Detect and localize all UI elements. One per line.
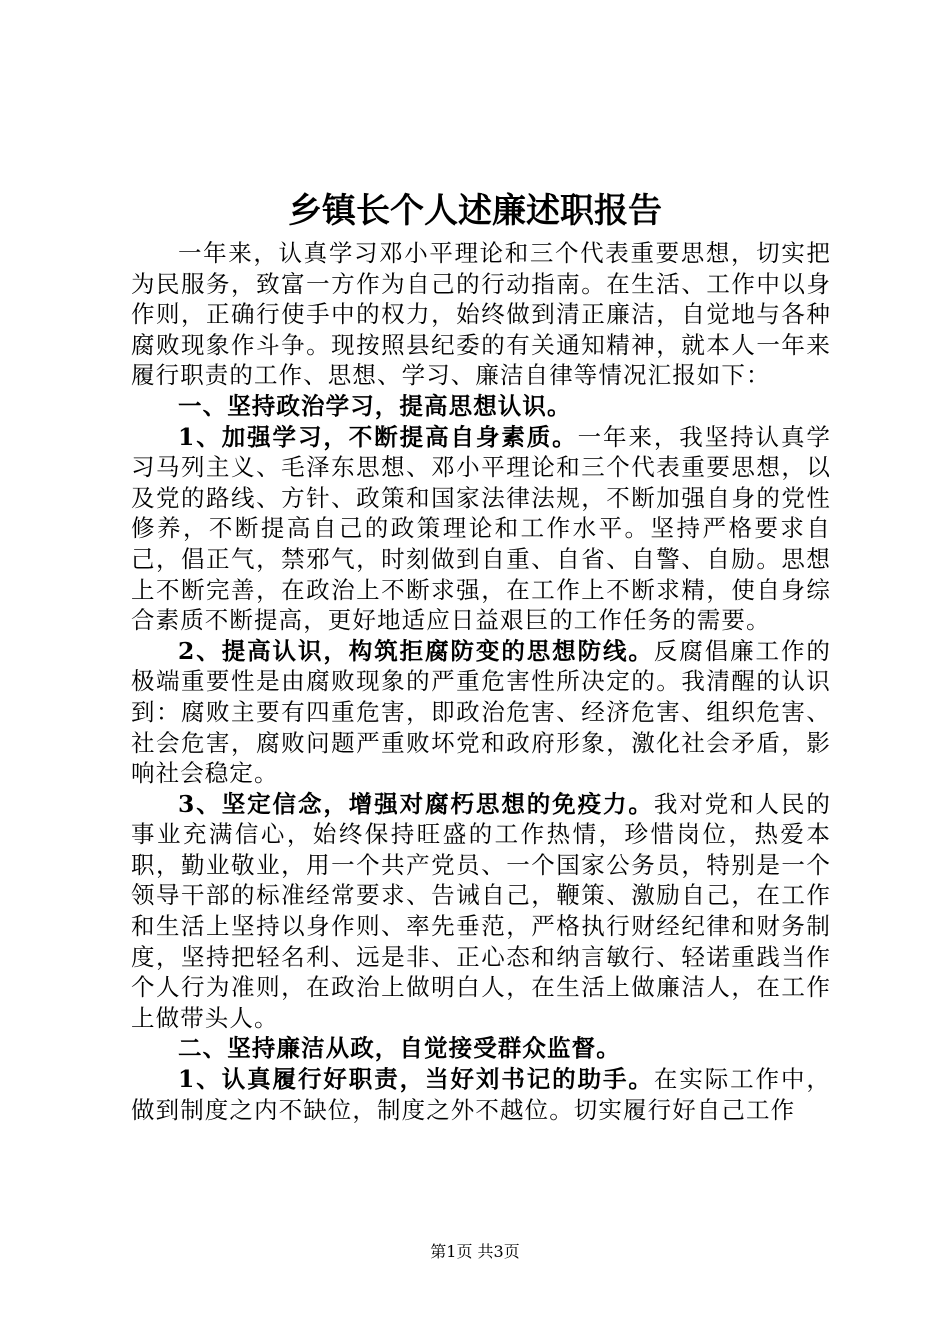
paragraph-heading: 2、提高认识，构筑拒腐防变的思想防线。 xyxy=(178,636,654,665)
paragraph-heading: 3、坚定信念，增强对腐朽思想的免疫力。 xyxy=(178,789,654,818)
paragraph-1-2 xyxy=(131,636,831,789)
paragraph-text: 在实际工作中，做到制度之内不缺位，制度之外不越位。切实履行好自己工作 xyxy=(131,1065,831,1124)
section-heading-2 xyxy=(131,1033,831,1064)
page-footer: 第1页 共3页 xyxy=(430,1242,520,1261)
paragraph-heading: 二、坚持廉洁从政，自觉接受群众监督。 xyxy=(178,1034,621,1063)
paragraph-heading: 1、加强学习，不断提高自身素质。 xyxy=(178,422,578,451)
paragraph-text: 我对党和人民的事业充满信心，始终保持旺盛的工作热情，珍惜岗位，热爱本职，勤业敬业，用一个共产党员、一个国家公务员，特别是一个领导干部的标准经常要求、告诫自己，鞭策、激励自己，在工作和生活上坚持以身作则、率先垂范，严格执行财经纪律和财务制度，坚持把轻名利、远是非、正心态和纳言敏行、轻诺重践当作个人行为准则，在政治上做明白人，在生活上做廉洁人，在工作上做带头人。 xyxy=(131,789,831,1032)
paragraph-heading: 一、坚持政治学习，提高思想认识。 xyxy=(178,391,572,420)
paragraph-text: 反腐倡廉工作的极端重要性是由腐败现象的严重危害性所决定的。我清醒的认识到：腐败主要有四重危害，即政治危害、经济危害、组织危害、社会危害，腐败问题严重败坏党和政府形象，激化社会矛盾，影响社会稳定。 xyxy=(131,636,831,788)
paragraph-2-1 xyxy=(131,1064,831,1125)
paragraph-heading: 1、认真履行好职责，当好刘书记的助手。 xyxy=(178,1065,654,1094)
paragraph-text: 一年来，认真学习邓小平理论和三个代表重要思想，切实把为民服务，致富一方作为自己的行动指南。在生活、工作中以身作则，正确行使手中的权力，始终做到清正廉洁，自觉地与各种腐败现象作斗争。现按照县纪委的有关通知精神，就本人一年来履行职责的工作、思想、学习、廉洁自律等情况汇报如下： xyxy=(131,239,831,390)
paragraph-1-3 xyxy=(131,789,831,1034)
paragraph-intro xyxy=(131,238,831,391)
section-heading-1 xyxy=(131,391,831,422)
paragraph-1-1 xyxy=(131,422,831,636)
document-body xyxy=(131,238,831,1125)
paragraph-text: 一年来，我坚持认真学习马列主义、毛泽东思想、邓小平理论和三个代表重要思想，以及党的路线、方针、政策和国家法律法规，不断加强自身的党性修养，不断提高自己的政策理论和工作水平。坚持严格要求自己，倡正气，禁邪气，时刻做到自重、自省、自警、自励。思想上不断完善，在政治上不断求强，在工作上不断求精，使自身综合素质不断提高，更好地适应日益艰巨的工作任务的需要。 xyxy=(131,422,832,635)
document-title: 乡镇长个人述廉述职报告 xyxy=(288,191,662,231)
